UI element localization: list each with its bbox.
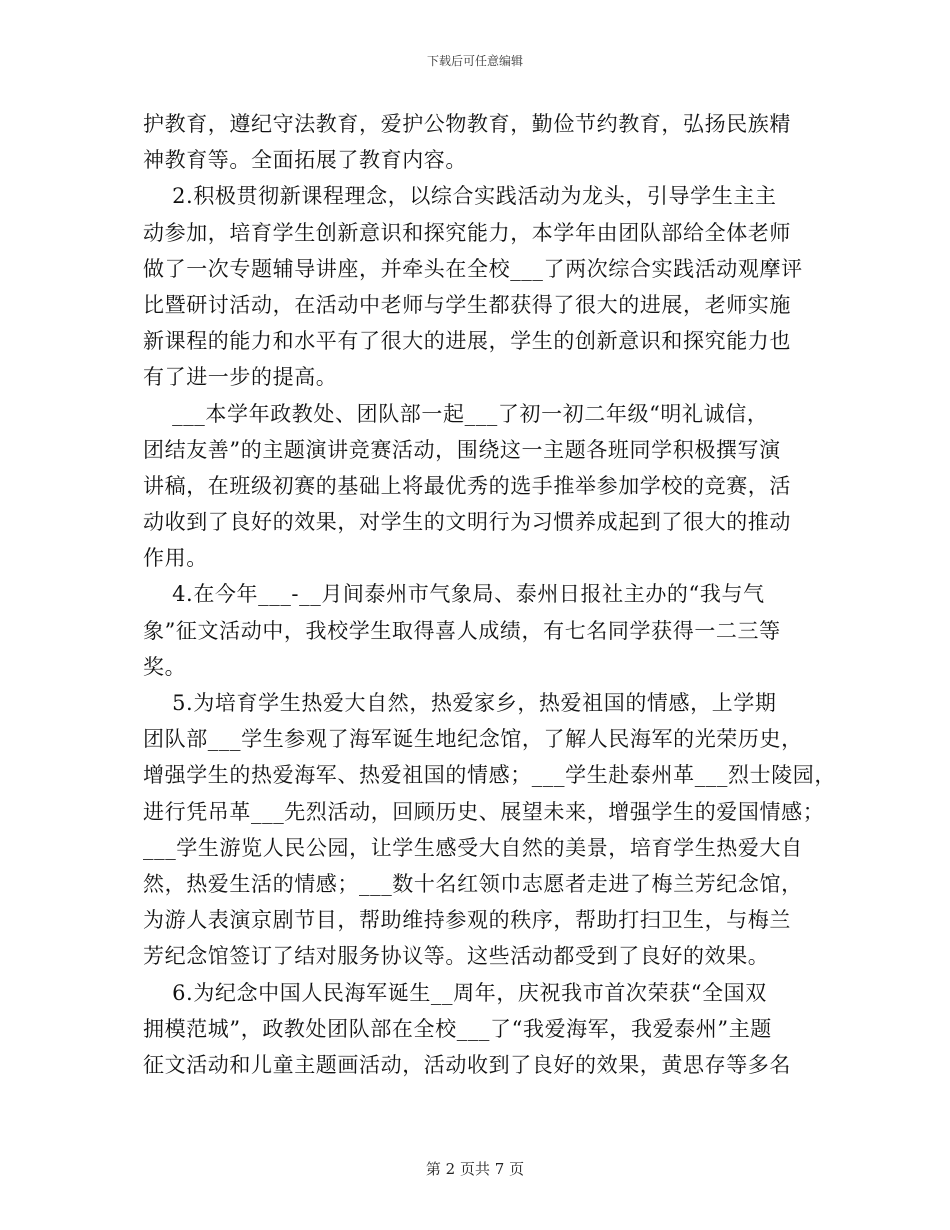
text-line: 团队部___学生参观了海军诞生地纪念馆，了解人民海军的光荣历史， [143, 727, 803, 752]
text-line: 神教育等。全面拓展了教育内容。 [143, 148, 467, 173]
text-line: 动参加，培育学生创新意识和探究能力，本学年由团队部给全体老师 [143, 220, 791, 245]
text-line: 做了一次专题辅导讲座，并牵头在全校___了两次综合实践活动观摩评 [143, 256, 803, 281]
text-line: 奖。 [143, 654, 187, 679]
text-line: 护教育，遵纪守法教育，爱护公物教育，勤俭节约教育，弘扬民族精 [143, 112, 791, 136]
text-line: 作用。 [143, 546, 208, 571]
text-line: 进行凭吊革___先烈活动，回顾历史、展望未来，增强学生的爱国情感； [143, 799, 825, 824]
text-line: 象”征文活动中，我校学生取得喜人成绩，有七名同学获得一二三等 [143, 618, 781, 643]
text-line: 新课程的能力和水平有了很大的进展，学生的创新意识和探究能力也 [143, 329, 791, 354]
text-line: 团结友善”的主题演讲竞赛活动，围绕这一主题各班同学积极撰写演 [143, 437, 781, 462]
page-header: 下载后可任意编辑 [426, 54, 523, 68]
text-line: 拥模范城”，政教处团队部在全校___了“我爱海军，我爱泰州”主题 [143, 1016, 772, 1041]
page-footer: 第 2 页共 7 页 [425, 1160, 525, 1178]
text-line: 芳纪念馆签订了结对服务协议等。这些活动都受到了良好的效果。 [143, 944, 770, 969]
text-line: 为游人表演京剧节目，帮助维持参观的秩序，帮助打扫卫生，与梅兰 [143, 908, 791, 933]
text-line: 然，热爱生活的情感；___数十名红领巾志愿者走进了梅兰芳纪念馆， [143, 871, 803, 896]
text-line: 征文活动和儿童主题画活动，活动收到了良好的效果，黄思存等多名 [143, 1052, 791, 1077]
text-line: 2.积极贯彻新课程理念，以综合实践活动为龙头，引导学生主主 [143, 184, 777, 209]
text-line: ___本学年政教处、团队部一起___了初一初二年级“明礼诚信， [143, 401, 769, 426]
text-line: ___学生游览人民公园，让学生感受大自然的美景，培育学生热爱大自 [143, 835, 803, 860]
text-line: 比暨研讨活动，在活动中老师与学生都获得了很大的进展，老师实施 [143, 292, 791, 317]
text-line: 5.为培育学生热爱大自然，热爱家乡，热爱祖国的情感，上学期 [143, 691, 777, 715]
document-body [143, 106, 836, 1083]
text-line: 6.为纪念中国人民海军诞生__周年，庆祝我市首次荣获“全国双 [143, 980, 767, 1005]
text-line: 增强学生的热爱海军、热爱祖国的情感；___学生赴泰州革___烈士陵园， [143, 763, 836, 788]
text-line: 讲稿，在班级初赛的基础上将最优秀的选手推举参加学校的竞赛，活 [143, 473, 791, 498]
text-line: 动收到了良好的效果，对学生的文明行为习惯养成起到了很大的推动 [143, 510, 791, 535]
text-line: 4.在今年___-__月间泰州市气象局、泰州日报社主办的“我与气 [143, 582, 765, 607]
text-line: 有了进一步的提高。 [143, 365, 338, 390]
